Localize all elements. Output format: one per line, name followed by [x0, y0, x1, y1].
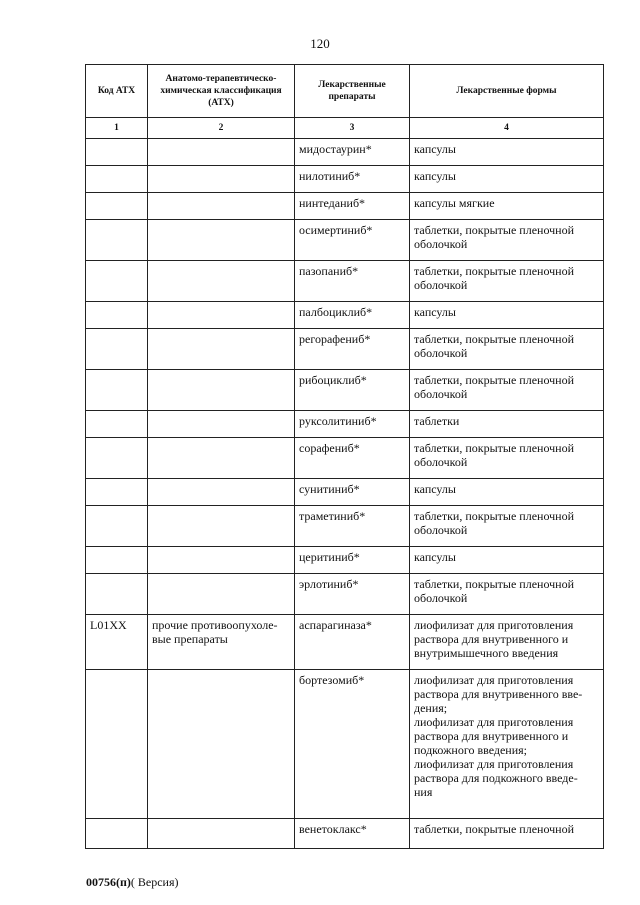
table-cell-drug: [295, 370, 410, 411]
table-cell-classification: [148, 670, 295, 819]
drug-table: [85, 64, 604, 849]
table-cell-forms: [410, 166, 604, 193]
header-atc-classification: Анатомо-терапевтическо-химическая классификация (АТХ): [148, 65, 295, 118]
table-cell-forms-text: таблетки, покрытые пленочной оболочкой: [414, 332, 575, 360]
table-cell-forms-text: капсулы: [414, 305, 456, 319]
table-row: [86, 574, 604, 615]
table-cell-forms-text: таблетки, покрытые пленочной оболочкой: [414, 223, 575, 251]
table-cell-code-text: L01XX: [90, 618, 127, 632]
table-cell-drug: [295, 139, 410, 166]
column-number-row: [86, 118, 604, 139]
table-cell-drug: [295, 220, 410, 261]
table-cell-forms-text: таблетки: [414, 414, 460, 428]
header-atc-code: Код АТХ: [86, 65, 148, 118]
page-number: 120: [310, 36, 330, 51]
table-row: [86, 261, 604, 302]
table-cell-forms-text: таблетки, покрытые пленочной оболочкой: [414, 264, 575, 292]
table-cell-classification: [148, 547, 295, 574]
table-cell-code: [86, 261, 148, 302]
table-row: [86, 220, 604, 261]
table-cell-code: [86, 193, 148, 220]
table-cell-classification: [148, 220, 295, 261]
table-cell-classification: [148, 261, 295, 302]
table-cell-forms: [410, 329, 604, 370]
table-cell-drug: [295, 329, 410, 370]
table-cell-drug: [295, 615, 410, 670]
table-cell-forms-text: капсулы: [414, 142, 456, 156]
table-cell-classification: [148, 479, 295, 506]
table-cell-drug-text: нинтеданиб*: [299, 196, 366, 210]
table-cell-forms-text: таблетки, покрытые пленочной оболочкой: [414, 441, 575, 469]
table-cell-forms-text: капсулы: [414, 169, 456, 183]
table-row: [86, 670, 604, 819]
table-header-row: [86, 65, 604, 118]
table-row: [86, 139, 604, 166]
table-cell-drug-text: руксолитиниб*: [299, 414, 377, 428]
table-cell-classification: [148, 166, 295, 193]
table-cell-drug: [295, 166, 410, 193]
table-cell-drug-text: венетоклакс*: [299, 822, 367, 836]
table-row: [86, 438, 604, 479]
table-cell-classification: [148, 411, 295, 438]
table-cell-drug-text: пазопаниб*: [299, 264, 359, 278]
table-row: [86, 615, 604, 670]
table-cell-code: [86, 615, 148, 670]
footer-doc-id: 00756(п): [86, 875, 131, 889]
table-cell-code: [86, 302, 148, 329]
column-number: 2: [148, 118, 295, 139]
table-cell-classification: [148, 574, 295, 615]
table-cell-drug-text: нилотиниб*: [299, 169, 361, 183]
table-cell-forms: [410, 574, 604, 615]
table-cell-forms: [410, 411, 604, 438]
table-cell-drug-text: траметиниб*: [299, 509, 366, 523]
table-cell-forms-text: таблетки, покрытые пленочной оболочкой: [414, 509, 575, 537]
table-row: [86, 329, 604, 370]
table-cell-classification: [148, 302, 295, 329]
table-cell-drug: [295, 547, 410, 574]
table-cell-code: [86, 574, 148, 615]
table-cell-drug-text: церитиниб*: [299, 550, 360, 564]
table-cell-code: [86, 438, 148, 479]
column-number: 4: [410, 118, 604, 139]
table-cell-forms-text: таблетки, покрытые пленочной оболочкой: [414, 373, 575, 401]
table-cell-drug-text: мидостаурин*: [299, 142, 372, 156]
table-cell-forms-text: капсулы: [414, 550, 456, 564]
table-cell-forms: [410, 261, 604, 302]
table-cell-drug-text: сунитиниб*: [299, 482, 360, 496]
footer: [86, 875, 179, 890]
table-cell-code: [86, 670, 148, 819]
header-drugs: Лекарственные препараты: [295, 65, 410, 118]
table-cell-forms: [410, 670, 604, 819]
table-cell-classification: [148, 329, 295, 370]
table-cell-drug-text: сорафениб*: [299, 441, 360, 455]
table-row: [86, 302, 604, 329]
table-cell-forms: [410, 506, 604, 547]
table-cell-code: [86, 819, 148, 849]
table-cell-classification: [148, 370, 295, 411]
table-row: [86, 166, 604, 193]
table-cell-classification: [148, 506, 295, 547]
column-number: 1: [86, 118, 148, 139]
table-cell-code: [86, 370, 148, 411]
table-cell-code: [86, 547, 148, 574]
table-cell-drug: [295, 819, 410, 849]
table-cell-forms: [410, 193, 604, 220]
table-cell-code: [86, 411, 148, 438]
table-cell-drug: [295, 261, 410, 302]
table-cell-drug: [295, 670, 410, 819]
table-cell-forms: [410, 615, 604, 670]
table-row: [86, 819, 604, 849]
table-cell-code: [86, 329, 148, 370]
table-row: [86, 506, 604, 547]
table-cell-drug: [295, 438, 410, 479]
table-cell-classification-text: прочие противоопухоле- вые препараты: [152, 618, 278, 646]
table-cell-code: [86, 166, 148, 193]
table-row: [86, 370, 604, 411]
table-cell-forms: [410, 438, 604, 479]
table-cell-drug: [295, 506, 410, 547]
table-cell-forms-text: капсулы: [414, 482, 456, 496]
table-cell-drug-text: эрлотиниб*: [299, 577, 359, 591]
table-cell-code: [86, 220, 148, 261]
table-cell-drug: [295, 411, 410, 438]
table-row: [86, 479, 604, 506]
table-cell-code: [86, 139, 148, 166]
table-cell-drug-text: палбоциклиб*: [299, 305, 373, 319]
header-dosage-forms: Лекарственные формы: [410, 65, 604, 118]
table-cell-forms-text: лиофилизат для приготовления раствора для внутривенного вве- дения; лиофилизат для приготовления раствора для внутривенного и подкожного введения; лиофилизат для приготовления раствора для подкожного введе- ния: [414, 673, 583, 799]
table-cell-classification: [148, 139, 295, 166]
table-cell-drug-text: осимертиниб*: [299, 223, 373, 237]
table-row: [86, 193, 604, 220]
table-cell-drug: [295, 193, 410, 220]
table-cell-drug: [295, 479, 410, 506]
table-cell-forms-text: таблетки, покрытые пленочной оболочкой: [414, 577, 575, 605]
table-cell-classification: [148, 615, 295, 670]
table-row: [86, 411, 604, 438]
table-cell-drug: [295, 302, 410, 329]
table-cell-classification: [148, 193, 295, 220]
table-cell-forms: [410, 479, 604, 506]
table-cell-forms-text: лиофилизат для приготовления раствора для внутривенного и внутримышечного введения: [414, 618, 574, 660]
table-cell-drug-text: регорафениб*: [299, 332, 371, 346]
table-cell-classification: [148, 819, 295, 849]
table-cell-forms: [410, 139, 604, 166]
table-cell-classification: [148, 438, 295, 479]
table-cell-forms: [410, 220, 604, 261]
table-cell-forms-text: капсулы мягкие: [414, 196, 495, 210]
table-row: [86, 547, 604, 574]
table-cell-forms: [410, 547, 604, 574]
column-number: 3: [295, 118, 410, 139]
table-cell-drug: [295, 574, 410, 615]
table-cell-code: [86, 506, 148, 547]
table-cell-code: [86, 479, 148, 506]
table-cell-forms: [410, 370, 604, 411]
table-cell-forms: [410, 819, 604, 849]
table-cell-forms-text: таблетки, покрытые пленочной: [414, 822, 575, 836]
table-cell-drug-text: рибоциклиб*: [299, 373, 367, 387]
table-cell-drug-text: аспарагиназа*: [299, 618, 372, 632]
footer-version: ( Версия): [130, 875, 179, 889]
table-cell-drug-text: бортезомиб*: [299, 673, 365, 687]
table-cell-forms: [410, 302, 604, 329]
